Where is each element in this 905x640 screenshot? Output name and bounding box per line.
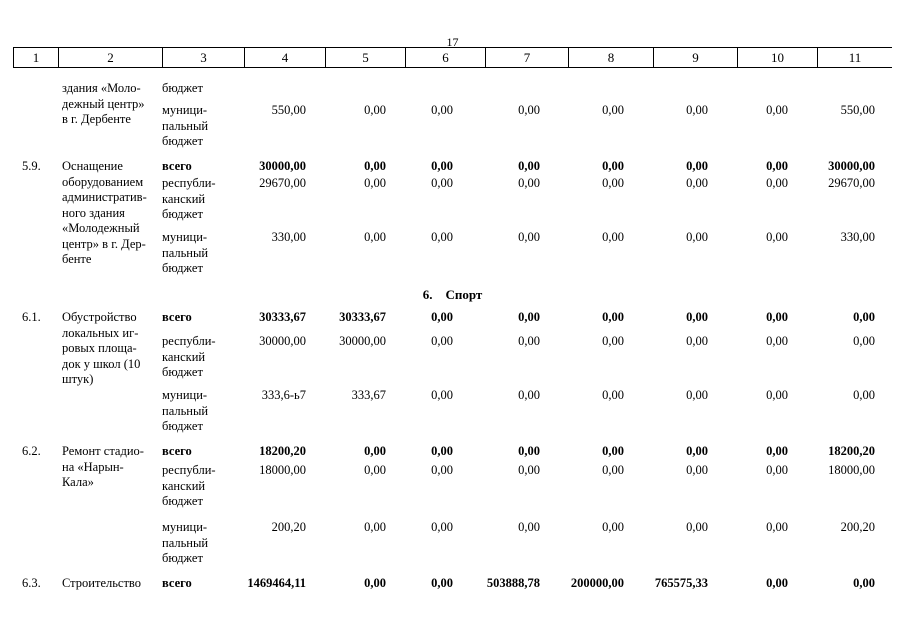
funding-source: всего (162, 444, 192, 458)
value-cell: 0,00 (431, 576, 453, 590)
header-col-4: 4 (244, 48, 325, 67)
value-cell: 0,00 (766, 230, 788, 244)
row-number: 6.2. (22, 444, 41, 458)
value-cell: 0,00 (431, 334, 453, 348)
value-cell: 0,00 (766, 176, 788, 190)
value-cell: 30333,67 (259, 310, 306, 324)
header-col-7: 7 (485, 48, 568, 67)
value-cell: 0,00 (518, 520, 540, 534)
value-cell: 330,00 (271, 230, 306, 244)
value-cell: 0,00 (686, 230, 708, 244)
value-cell: 0,00 (602, 444, 624, 458)
funding-source: республи- канский бюджет (162, 334, 216, 379)
value-cell: 0,00 (364, 463, 386, 477)
value-cell: 30000,00 (259, 159, 306, 173)
value-cell: 200,20 (271, 520, 306, 534)
value-cell: 0,00 (766, 159, 788, 173)
value-cell: 0,00 (431, 176, 453, 190)
row-name: Обустройство локальных иг- ровых площа- док у школ (10 штук) (62, 310, 141, 386)
funding-source: всего (162, 576, 192, 590)
value-cell: 0,00 (686, 388, 708, 402)
value-cell: 0,00 (364, 159, 386, 173)
value-cell: 0,00 (766, 310, 788, 324)
value-cell: 0,00 (686, 520, 708, 534)
row-name: здания «Моло- дежный центр» в г. Дербенте (62, 81, 145, 126)
value-cell: 0,00 (853, 334, 875, 348)
value-cell: 0,00 (364, 176, 386, 190)
value-cell: 0,00 (431, 310, 453, 324)
header-col-9: 9 (653, 48, 737, 67)
value-cell: 0,00 (431, 159, 453, 173)
funding-source: республи- канский бюджет (162, 463, 216, 508)
header-col-2: 2 (58, 48, 162, 67)
value-cell: 18200,20 (259, 444, 306, 458)
value-cell: 30000,00 (259, 334, 306, 348)
funding-source: республи- канский бюджет (162, 176, 216, 221)
value-cell: 0,00 (518, 176, 540, 190)
value-cell: 0,00 (853, 310, 875, 324)
header-col-5: 5 (325, 48, 405, 67)
value-cell: 0,00 (766, 444, 788, 458)
funding-source: муници- пальный бюджет (162, 103, 209, 148)
value-cell: 0,00 (431, 388, 453, 402)
value-cell: 0,00 (602, 310, 624, 324)
value-cell: 0,00 (853, 388, 875, 402)
value-cell: 0,00 (518, 444, 540, 458)
value-cell: 30000,00 (339, 334, 386, 348)
value-cell: 0,00 (518, 334, 540, 348)
value-cell: 18000,00 (259, 463, 306, 477)
value-cell: 0,00 (686, 444, 708, 458)
value-cell: 0,00 (364, 230, 386, 244)
section-title: Спорт (445, 287, 483, 302)
value-cell: 0,00 (602, 159, 624, 173)
row-name: Ремонт стадио- на «Нарын- Кала» (62, 444, 144, 489)
value-cell: 333,6-ь7 (261, 388, 306, 402)
value-cell: 330,00 (840, 230, 875, 244)
value-cell: 550,00 (271, 103, 306, 117)
header-col-6: 6 (405, 48, 485, 67)
value-cell: 0,00 (766, 576, 788, 590)
value-cell: 18000,00 (828, 463, 875, 477)
header-col-10: 10 (737, 48, 817, 67)
value-cell: 200,20 (840, 520, 875, 534)
row-name: Оснащение оборудованием административ- ного здания «Молодежный центр» в г. Дер- бенте (62, 159, 147, 266)
section-heading (0, 287, 905, 303)
funding-source: всего (162, 159, 192, 173)
value-cell: 29670,00 (828, 176, 875, 190)
value-cell: 0,00 (518, 230, 540, 244)
row-number: 6.3. (22, 576, 41, 590)
value-cell: 0,00 (364, 576, 386, 590)
value-cell: 0,00 (766, 520, 788, 534)
header-col-11: 11 (817, 48, 892, 67)
value-cell: 550,00 (840, 103, 875, 117)
value-cell: 0,00 (431, 463, 453, 477)
row-number: 6.1. (22, 310, 41, 324)
value-cell: 0,00 (431, 230, 453, 244)
value-cell: 0,00 (431, 103, 453, 117)
section-number: 6. (422, 287, 433, 302)
funding-source: всего (162, 310, 192, 324)
value-cell: 200000,00 (570, 576, 624, 590)
value-cell: 333,67 (351, 388, 386, 402)
funding-source: муници- пальный бюджет (162, 388, 209, 433)
value-cell: 0,00 (602, 463, 624, 477)
value-cell: 0,00 (364, 444, 386, 458)
value-cell: 0,00 (686, 176, 708, 190)
value-cell: 18200,20 (828, 444, 875, 458)
header-col-1: 1 (13, 48, 58, 67)
value-cell: 0,00 (602, 176, 624, 190)
value-cell: 29670,00 (259, 176, 306, 190)
value-cell: 0,00 (364, 103, 386, 117)
value-cell: 0,00 (431, 520, 453, 534)
header-col-8: 8 (568, 48, 653, 67)
value-cell: 0,00 (853, 576, 875, 590)
funding-source: муници- пальный бюджет (162, 520, 209, 565)
row-name: Строительство (62, 576, 142, 590)
value-cell: 0,00 (766, 388, 788, 402)
value-cell: 0,00 (364, 520, 386, 534)
page-number: 17 (446, 35, 459, 49)
value-cell: 503888,78 (486, 576, 540, 590)
value-cell: 0,00 (518, 103, 540, 117)
value-cell: 0,00 (766, 334, 788, 348)
value-cell: 0,00 (686, 334, 708, 348)
value-cell: 0,00 (518, 388, 540, 402)
value-cell: 0,00 (431, 444, 453, 458)
value-cell: 0,00 (518, 310, 540, 324)
funding-source: муници- пальный бюджет (162, 230, 209, 275)
value-cell: 0,00 (602, 520, 624, 534)
table-header (13, 47, 892, 68)
value-cell: 0,00 (602, 103, 624, 117)
value-cell: 0,00 (686, 463, 708, 477)
value-cell: 30000,00 (828, 159, 875, 173)
value-cell: 0,00 (518, 463, 540, 477)
funding-source: бюджет (162, 81, 203, 95)
value-cell: 0,00 (766, 463, 788, 477)
value-cell: 765575,33 (654, 576, 708, 590)
header-col-3: 3 (162, 48, 244, 67)
value-cell: 0,00 (766, 103, 788, 117)
value-cell: 0,00 (686, 159, 708, 173)
value-cell: 0,00 (602, 230, 624, 244)
value-cell: 1469464,11 (247, 576, 306, 590)
value-cell: 0,00 (602, 388, 624, 402)
value-cell: 0,00 (518, 159, 540, 173)
value-cell: 0,00 (602, 334, 624, 348)
value-cell: 30333,67 (339, 310, 386, 324)
value-cell: 0,00 (686, 310, 708, 324)
value-cell: 0,00 (686, 103, 708, 117)
row-number: 5.9. (22, 159, 41, 173)
